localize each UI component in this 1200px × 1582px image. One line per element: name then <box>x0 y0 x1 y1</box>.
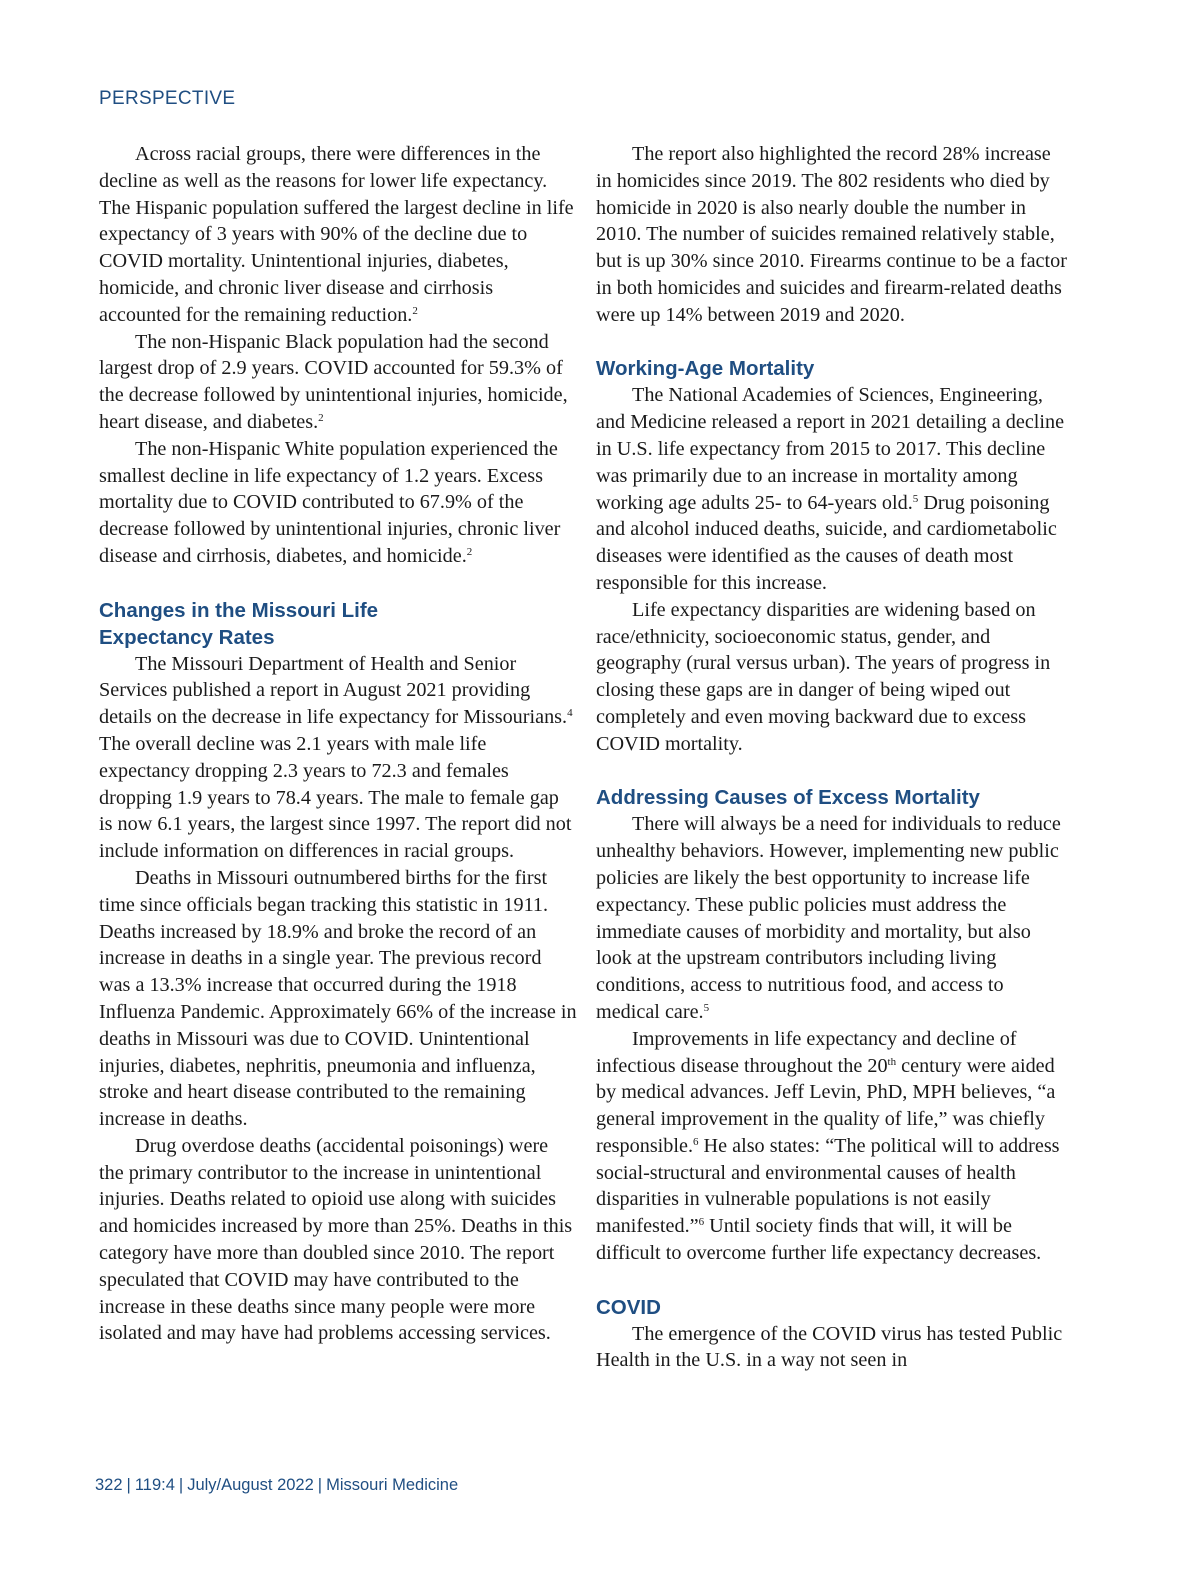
citation: 2 <box>466 545 473 558</box>
paragraph: The non-Hispanic White population experienced the smallest decline in life expectancy of 1.2 years. Excess mortality due to COVID contributed to 67.9% of the decrease followed by unintentional injuries, chronic liver disease and cirrhosis, diabetes, and homicide.$^2$ <box>99 437 561 567</box>
paragraph: Across racial groups, there were differences in the decline as well as the reasons for lower life expectancy. The Hispanic population suffered the largest decline in life expectancy of 3 years with 90% of the decline due to COVID mortality. Unintentional injuries, diabetes, homicide, and chronic liver disease and cirrhosis accounted for the remaining reduction.$^2$ <box>99 143 574 326</box>
citation: 5 <box>703 1001 710 1014</box>
paragraph: Improvements in life expectancy and decline of infectious disease throughout the 20th century were aided by medical advances. Jeff Levin, PhD, MPH believes, “a general improvement in the quality of life,” was chiefly responsible.$^6$ He also states: “The political will to address social-structural and environmental causes of health disparities in vulnerable populations is not easily manifested.”$^6$ Until society finds that will, it will be difficult to overcome further life expectancy decreases. <box>596 1027 1060 1265</box>
paragraph: Deaths in Missouri outnumbered births for the first time since officials began tracking this statistic in 1911. Deaths increased by 18.9% and broke the record of an increase in deaths in a single year. The previous record was a 13.3% increase that occurred during the 1918 Influenza Pandemic. Approximately 66% of the increase in deaths in Missouri was due to COVID. Unintentional injuries, diabetes, nephritis, pneumonia and influenza, stroke and heart disease contributed to the remaining increase in deaths. <box>99 866 577 1131</box>
paragraph: Life expectancy disparities are widening based on race/ethnicity, socioeconomic status, gender, and geography (rural versus urban). The years of progress in closing these gaps are in danger of being wiped out completely and even moving backward due to excess COVID mortality. <box>596 598 1051 755</box>
citation: 5 <box>912 492 919 505</box>
heading-changes-missouri: Changes in the Missouri Life Expectancy Rates <box>99 598 379 649</box>
superscript-th: th <box>887 1055 897 1068</box>
heading-working-age-mortality: Working-Age Mortality <box>596 357 815 381</box>
paragraph: Drug overdose deaths (accidental poisonings) were the primary contributor to the increase in unintentional injuries. Deaths related to opioid use along with suicides and homicides increased by more than 25%. Deaths in this category have more than doubled since 2010. The report speculated that COVID may have contributed to the increase in these deaths since many people were more isolated and may have had problems accessing services. <box>99 1134 573 1345</box>
page-footer: 322 | 119:4 | July/August 2022 | Missouri Medicine <box>95 1476 459 1494</box>
citation: 6 <box>693 1135 699 1148</box>
section-label: PERSPECTIVE <box>99 88 236 109</box>
citation: 6 <box>698 1216 705 1229</box>
citation: 2 <box>412 304 418 317</box>
issue-number: 119:4 <box>134 1476 175 1494</box>
left-column <box>99 141 577 1347</box>
paragraph: The report also highlighted the record 28% increase in homicides since 2019. The 802 residents who died by homicide in 2020 is also nearly double the number in 2010. The number of suicides remained relatively stable, but is up 30% since 2010. Firearms continue to be a factor in both homicides and suicides and firearm-related deaths were up 14% between 2019 and 2020. <box>596 143 1067 326</box>
journal-name: Missouri Medicine <box>326 1476 459 1494</box>
heading-addressing-causes: Addressing Causes of Excess Mortality <box>596 786 980 810</box>
heading-covid: COVID <box>596 1295 661 1319</box>
paragraph: The National Academies of Sciences, Engineering, and Medicine released a report in 2021 detailing a decline in U.S. life expectancy from 2015 to 2017. This decline was primarily due to an increase in mortality among working age adults 25- to 64-years old.$^5$ Drug poisoning and alcohol induced deaths, suicide, and cardiometabolic diseases were identified as the causes of death most responsible for this increase. <box>596 384 1065 594</box>
page-number: 322 <box>95 1476 123 1494</box>
citation: 4 <box>567 707 573 720</box>
issue-date: July/August 2022 <box>187 1476 314 1494</box>
paragraph: There will always be a need for individuals to reduce unhealthy behaviors. However, implementing new public policies are likely the best opportunity to increase life expectancy. These public policies must address the immediate causes of morbidity and mortality, but also look at the upstream contributors including living conditions, access to nutritious food, and access to medical care.$^5$ <box>596 813 1061 1023</box>
citation: 2 <box>318 411 324 424</box>
right-column <box>596 141 1070 1374</box>
paragraph: The Missouri Department of Health and Senior Services published a report in August 2021 providing details on the decrease in life expectancy for Missourians.$^4$ The overall decline was 2.1 years with male life expectancy dropping 2.3 years to 72.3 and females dropping 1.9 years to 78.4 years. The male to female gap is now 6.1 years, the largest since 1997. The report did not include information on differences in racial groups. <box>99 652 573 863</box>
paragraph: The emergence of the COVID virus has tested Public Health in the U.S. in a way not seen in <box>596 1322 1063 1372</box>
paragraph: The non-Hispanic Black population had the second largest drop of 2.9 years. COVID accounted for 59.3% of the decrease followed by unintentional injuries, homicide, heart disease, and diabetes.$^2$ <box>99 330 568 433</box>
